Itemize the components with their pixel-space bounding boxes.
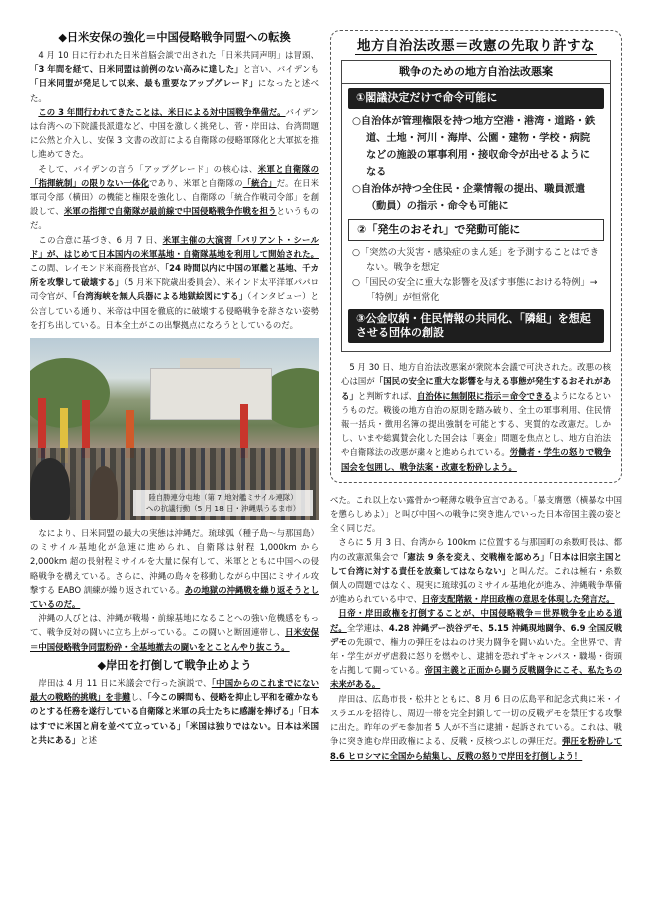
left-column <box>30 30 319 747</box>
paragraph: この 3 年間行われてきたことは、米日による対中国戦争準備だ。バイデンは台湾への下院議長派遣など、中国を激しく挑発し、菅・岸田は、台湾問題に公然と介入し、安保 3 文書の改訂による自衛隊の侵略軍隊化と大軍拡を推し進めてきた。 <box>30 106 319 160</box>
box-paragraph: 5 月 30 日、地方自治法改悪案が衆院本会議で可決された。改悪の核心は国が「国民の安全に重大な影響を与える事態が発生するおそれがある」と判断すれば、自治体に無制限に指示＝命令できるようになるというものだ。戦後の地方自治の原則を踏み破り、全土の軍事利用、住民情報一括兵・徴用名簿の提出強制を可能とする、実質的な改憲だ。しかし、いまや総翼賛会化した国会は「裏金」問題を焦点とし、地方自治法や自衛隊法の改悪が粛々と進められている。労働者・学生の怒りで戦争国会を包囲し、戦争法案・改憲を粉砕しよう。 <box>341 362 612 472</box>
box-title: 地方自治法改悪＝改憲の先取り許すな <box>357 38 595 54</box>
paragraph: なにより、日米同盟の最大の実態は沖縄だ。琉球弧（種子島～与那国島）のミサイル基地化が急速に進められ、自衛隊は射程 1,000km から 2,000km 超の長射程ミサイルを大量に保有して、米軍とともに中国への侵略戦争を構えている。さらに、沖縄の島々を移動しながら中国にミサイル攻撃する EABO 訓練が繰り返されている。あの地獄の沖縄戦を繰り返そうとしているのだ。 <box>30 528 319 610</box>
graphic-heading: 戦争のための地方自治法改悪案 <box>342 61 610 84</box>
paragraph: さらに 5 月 3 日、台湾から 100km に位置する与那国町の糸数町長は、都内の改憲派集会で「憲法 9 条を変え、交戦権を認めろ」「日本は旧宗主国として台湾に対する責任を放棄してはならない」と叫んだ。これは極右・糸数個人の問題ではなく、現実に琉球弧のミサイル基地化が進み、沖縄戦争準備が進められている中で、日帝支配階級・岸田政権の意思を体現した発言だ。 <box>330 537 623 605</box>
person <box>90 466 118 520</box>
paragraph: 沖縄の人びとは、沖縄が戦場・前線基地になることへの強い危機感をもって、戦争反対の闘いに立ち上がっている。この闘いと断固連帯し、日米安保＝中国侵略戦争同盟粉砕・全基地撤去の闘いをとことんやり抜こう。 <box>30 613 319 652</box>
paragraph: 岸田は、広島市長・松井とともに、8 月 6 日の広島平和記念式典に米・イスラエルを招待し、周辺一帯を完全封鎖して一切の反戦デモを禁圧する攻撃に出た。昨年のデモ参加者 5 人が不当に逮捕・起訴されている。これは、戦争に突き進む岸田政権による、反戦・反核つぶしの弾圧だ。弾圧を粉砕して 8.6 ヒロシマに全国から結集し、反戦の怒りで岸田を打倒しよう！ <box>330 693 623 761</box>
building <box>150 368 272 420</box>
paragraph: この合意に基づき、6 月 7 日、米軍主催の大演習「バリアント・シールド」が、はじめて日本国内の米軍基地・自衛隊基地を利用して開始された。この間、レイモンド米商務長官が、「24 時間以内に中国の軍艦と基地、千カ所を攻撃して破壊する」（5 月米下院歳出委員会）、米インド太平洋軍パパロ司令官が、「台湾海峡を無人兵器による地獄絵図にする」（インタビュー）と公言している通り、米帝は中国を徹底的に破壊する侵略戦争を辞さない姿勢を打ち出している。日本全土がこの出撃拠点になろうとしているのだ。 <box>30 234 320 330</box>
graphic-item: ○自治体が管理権限を持つ地方空港・港湾・道路・鉄道、土地・河川・海岸、公園・建物・学校・病院などの施設の軍事利用・接収命令が出せるようになる <box>352 115 596 178</box>
local-autonomy-box <box>330 30 622 483</box>
section-title-alliance: ◆日米安保の強化＝中国侵略戦争同盟への転換 <box>58 31 291 44</box>
graphic-item: ○「突然の大災害・感染症のまん延」を予測することはできない。戦争を想定 <box>352 246 599 273</box>
amendment-graphic <box>341 60 611 352</box>
graphic-section-2: ②「発生のおそれ」で発動可能に <box>348 219 604 241</box>
photo-caption: 陸自勝連分屯地（第 7 地対艦ミサイル連隊） への抗議行動（5 月 18 日・沖縄県うるま市） <box>133 490 313 516</box>
paragraph: 4 月 10 日に行われた日米首脳会談で出された「日米共同声明」は冒頭、「3 年間を経て、日米同盟は前例のない高みに達した」と言い、バイデンも「日米同盟が発足して以来、最も重要なアップグレード」になったと述べた。 <box>30 50 319 103</box>
paragraph: べた。これ以上ない露骨かつ軽薄な戦争宣言である。「暴支膺懲（横暴な中国を懲らしめよ）」と叫び中国への戦争に突き進んでいった日本帝国主義の姿と全く同じだ。 <box>330 494 622 534</box>
graphic-item: ○自治体が持つ全住民・企業情報の提出、職員派遣（動員）の指示・命令も可能に <box>352 183 586 212</box>
graphic-section-3: ③公金収納・住民情報の共同化、「隣組」を想起させる団体の創設 <box>348 309 604 343</box>
person <box>30 458 70 520</box>
paragraph: 日帝・岸田政権を打倒することが、中国侵略戦争＝世界戦争を止める道だ。全学連は、4.28 沖縄デー渋谷デモ、5.15 沖縄現地闘争、6.9 全国反戦デモの先頭で、権力の弾圧をはねのけ実力闘争を闘いぬいた。全世界で、青年・学生がガザ虐殺に怒りを燃やし、逮捕を恐れずキャンパス・職場・街頭を占拠して闘っている。帝国主義と正面から闘う反戦闘争にこそ、私たちの未来がある。 <box>330 608 623 690</box>
graphic-item: ○「国民の安全に重大な影響を及ぼす事態における特例」→「特例」が恒常化 <box>352 276 598 303</box>
protest-photo <box>30 338 319 520</box>
graphic-section-1: ①閣議決定だけで命令可能に <box>348 88 604 108</box>
section-title-kishida: ◆岸田を打倒して戦争止めよう <box>97 658 252 672</box>
right-column <box>330 30 622 763</box>
paragraph: 岸田は 4 月 11 日に米議会で行った演説で、「中国からのこれまでにない最大の戦略的挑戦」を非難し、「今この瞬間も、侵略を抑止し平和を確かなものとする任務を遂行している自衛隊と米軍の兵士たちに感謝を捧げる」「日本はすでに米国と肩を並べて立っている」「米国は独りではない。日本は米国と共にある」と述 <box>30 677 320 745</box>
paragraph: そして、バイデンの言う「アップグレード」の核心は、米軍と自衛隊の「指揮統制」の限りない一体化であり、米軍と自衛隊の「統合」だ。在日米軍司令部（横田）の機能と権限を強化し、自衛隊の「統合作戦司令部」を創設して、米軍の指揮で自衛隊が最前線で中国侵略戦争作戦を担うというものだ。 <box>30 163 320 231</box>
